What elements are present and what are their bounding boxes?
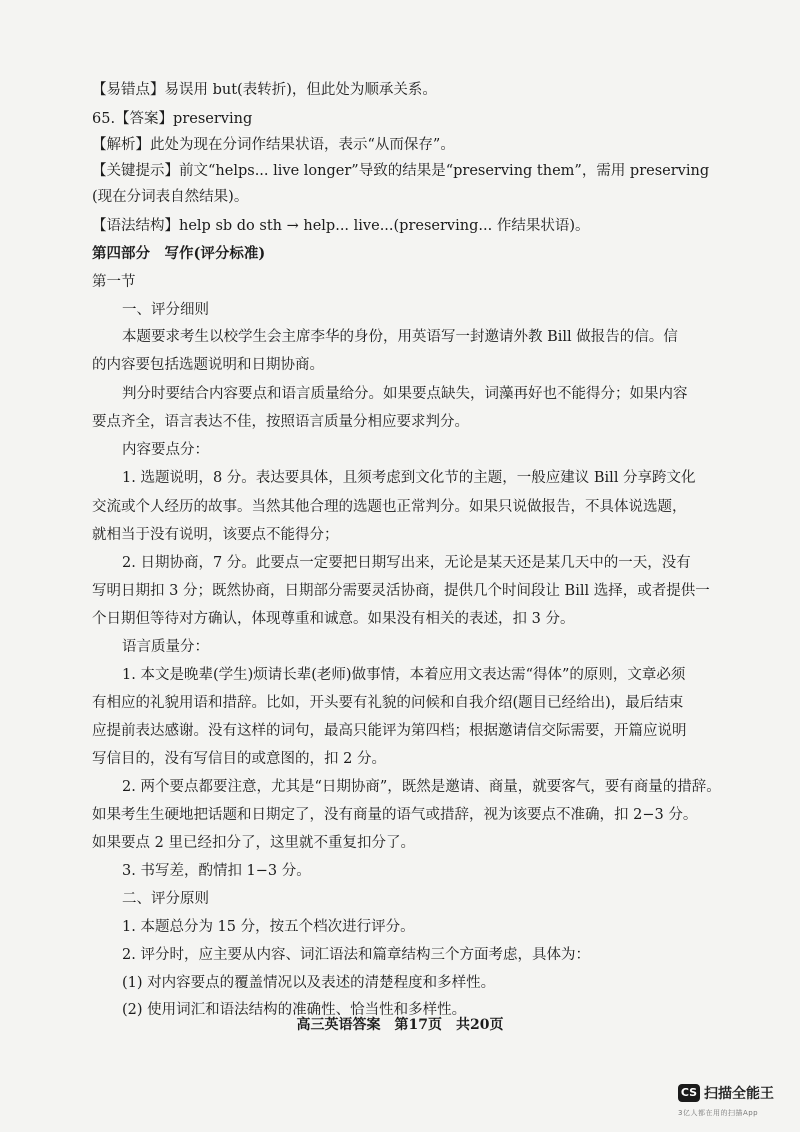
text-line: 2. 评分时，应主要从内容、词汇语法和篇章结构三个方面考虑，具体为： (122, 947, 590, 963)
text-line: 【语法结构】help sb do sth → help... live...(preserving... 作结果状语)。 (92, 218, 590, 234)
text-line: (现在分词表自然结果)。 (92, 189, 249, 205)
text-line: 个日期但等待对方确认，体现尊重和诚意。如果没有相关的表述，扣 3 分。 (92, 611, 575, 627)
text-line: (2) 使用词汇和语法结构的准确性、恰当性和多样性。 (122, 1002, 467, 1018)
text-line: 语言质量分： (122, 639, 209, 655)
text-line: 有相应的礼貌用语和措辞。比如，开头要有礼貌的问候和自我介绍(题目已经给出)，最后结束 (92, 695, 684, 711)
text-line: 65.【答案】preserving (92, 111, 253, 127)
text-line: 写信目的，没有写信目的或意图的，扣 2 分。 (92, 751, 386, 767)
page-footer: 高三英语答案 第17页 共20页 (296, 1017, 504, 1033)
text-line: 1. 选题说明，8 分。表达要具体，且须考虑到文化节的主题，一般应建议 Bill 分享跨文化 (122, 470, 696, 486)
watermark-slogan: 3亿人都在用的扫描App (678, 1109, 759, 1117)
section-heading: 第四部分 写作(评分标准) (92, 245, 266, 262)
text-line: 写明日期扣 3 分；既然协商，日期部分需要灵活协商，提供几个时间段让 Bill 选择，或者提供一 (92, 583, 710, 599)
text-line: 【解析】此处为现在分词作结果状语，表示“从而保存”。 (92, 137, 455, 153)
text-line: (1) 对内容要点的覆盖情况以及表述的清楚程度和多样性。 (122, 975, 496, 991)
text-line: 2. 两个要点都要注意，尤其是“日期协商”，既然是邀请、商量，就要客气，要有商量的措辞。 (122, 779, 721, 795)
camscanner-logo-icon: CS (678, 1084, 700, 1102)
text-line: 1. 本题总分为 15 分，按五个档次进行评分。 (122, 919, 415, 935)
text-line: 要点齐全，语言表达不佳，按照语言质量分相应要求判分。 (92, 414, 469, 430)
text-line: 2. 日期协商，7 分。此要点一定要把日期写出来，无论是某天还是某几天中的一天，没有 (122, 555, 691, 571)
text-line: 1. 本文是晚辈(学生)烦请长辈(老师)做事情，本着应用文表达需“得体”的原则，文章必须 (122, 667, 686, 683)
text-line: 本题要求考生以校学生会主席李华的身份，用英语写一封邀请外教 Bill 做报告的信。信 (122, 329, 678, 345)
text-line: 交流或个人经历的故事。当然其他合理的选题也正常判分。如果只说做报告，不具体说选题， (92, 499, 687, 515)
watermark-app-name: 扫描全能王 (704, 1086, 774, 1102)
text-line: 如果考生生硬地把话题和日期定了，没有商量的语气或措辞，视为该要点不准确，扣 2−3 分。 (92, 807, 698, 823)
text-line: 内容要点分： (122, 442, 209, 458)
text-line: 判分时要结合内容要点和语言质量给分。如果要点缺失，词藻再好也不能得分；如果内容 (122, 386, 688, 402)
text-line: 3. 书写差，酌情扣 1−3 分。 (122, 863, 311, 879)
text-line: 的内容要包括选题说明和日期协商。 (92, 357, 324, 373)
text-line: 【关键提示】前文“helps... live longer”导致的结果是“preserving them”，需用 preserving (92, 163, 710, 179)
text-line: 【易错点】易误用 but(表转折)，但此处为顺承关系。 (92, 82, 437, 98)
text-line: 就相当于没有说明，该要点不能得分； (92, 527, 339, 543)
text-line: 应提前表达感谢。没有这样的词句，最高只能评为第四档；根据邀请信交际需要，开篇应说明 (92, 723, 687, 739)
text-line: 如果要点 2 里已经扣分了，这里就不重复扣分了。 (92, 835, 415, 851)
subsection-heading: 第一节 (92, 274, 136, 290)
text-line: 二、评分原则 (122, 891, 209, 907)
text-line: 一、评分细则 (122, 302, 209, 318)
